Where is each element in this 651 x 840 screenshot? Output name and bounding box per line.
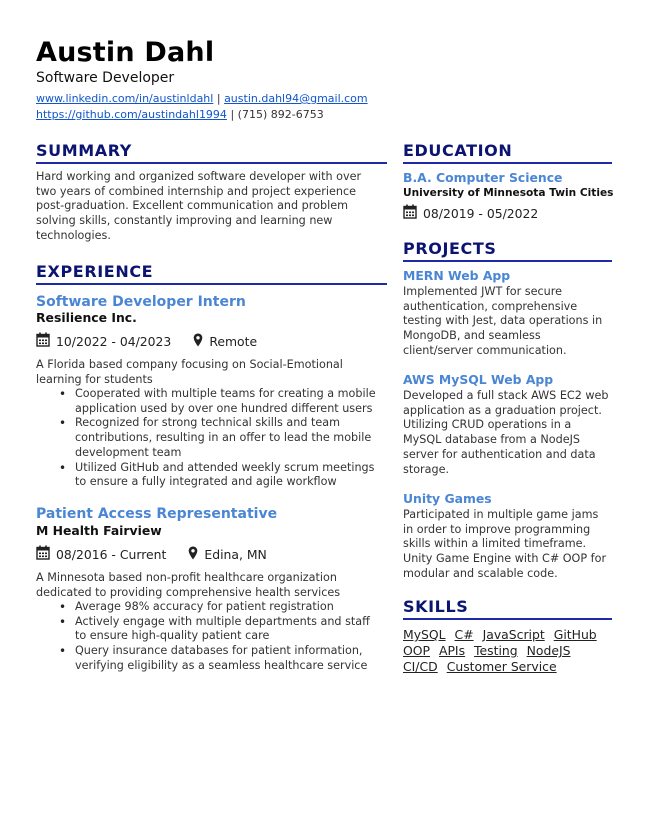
job-title: Patient Access Representative: [36, 506, 278, 522]
summary-heading: SUMMARY: [36, 141, 387, 164]
project-title: Unity Games: [403, 491, 492, 506]
bullet-line: verifying eligibility as a seamless healthcare service: [75, 658, 368, 672]
skill-tag: C#: [454, 627, 474, 642]
project-line: Utilizing CRUD operations in a: [403, 418, 572, 432]
skill-tag: NodeJS: [526, 643, 571, 658]
bullet-line: to ensure high-quality patient care: [75, 629, 270, 643]
education-heading: EDUCATION: [403, 141, 612, 164]
skills-row: [403, 659, 566, 675]
contact-separator: |: [216, 92, 221, 105]
skill-tag: GitHub: [553, 627, 597, 642]
job-location: Remote: [209, 333, 258, 349]
bullet-item: [36, 615, 387, 644]
skill-tag: Customer Service: [446, 659, 557, 674]
edu-meta: [403, 204, 538, 223]
experience-heading: EXPERIENCE: [36, 262, 387, 285]
skill-tag: MySQL: [403, 627, 446, 642]
project-line: Implemented JWT for secure: [403, 285, 562, 298]
project-description: [403, 389, 609, 477]
bullet-line: contributions, resulting in an offer to lead the mobile: [75, 431, 372, 445]
summary-line: post-graduation. Excellent communication and problem: [36, 199, 348, 213]
summary-line: two years of combined internship and project experience: [36, 184, 356, 198]
skill-tag: Testing: [474, 643, 518, 658]
job-meta: [36, 332, 257, 351]
job-title: Software Developer Intern: [36, 294, 246, 310]
project-line: testing with Jest, data operations in: [403, 314, 603, 328]
project-title: AWS MySQL Web App: [403, 372, 554, 387]
phone-number: (715) 892-6753: [237, 108, 324, 121]
description-line: learning for students: [36, 372, 153, 386]
candidate-name: Austin Dahl: [36, 37, 215, 68]
summary-line: solving skills, constantly improving and learning new: [36, 214, 333, 228]
skill-tag: OOP: [403, 643, 430, 658]
projects-heading: PROJECTS: [403, 239, 612, 262]
bullet-line: • Cooperated with multiple teams for creating a mobile: [75, 387, 376, 400]
summary-line: Hard working and organized software developer with over: [36, 170, 362, 183]
job-location: Edina, MN: [204, 546, 267, 562]
edu-dates: 08/2019 - 05/2022: [423, 205, 539, 221]
bullet-line: to ensure a fully integrated and agile workflow: [75, 475, 337, 489]
bullet-item: [36, 644, 387, 673]
project-line: application as a graduation project.: [403, 403, 602, 417]
project-line: storage.: [403, 462, 450, 476]
project-description: [403, 285, 602, 359]
project-line: skills within a limited timeframe.: [403, 537, 587, 551]
project-line: Unity Game Engine with C# OOP for: [403, 552, 607, 566]
map-pin-icon: [193, 333, 203, 351]
bullet-item: [36, 600, 387, 615]
project-description: [403, 508, 606, 582]
description-line: A Florida based company focusing on Social-Emotional: [36, 358, 343, 371]
skill-tag: CI/CD: [403, 659, 438, 674]
linkedin-link[interactable]: www.linkedin.com/in/austinldahl: [36, 92, 214, 105]
contact-separator: |: [230, 108, 235, 121]
project-title: MERN Web App: [403, 268, 511, 283]
project-line: Developed a full stack AWS EC2 web: [403, 389, 609, 402]
project-line: authentication, comprehensive: [403, 299, 578, 313]
calendar-icon: [36, 545, 50, 564]
description-line: A Minnesota based non-profit healthcare organization: [36, 571, 337, 584]
contact-line-1: [36, 92, 368, 106]
edu-school: University of Minnesota Twin Cities: [403, 187, 614, 199]
project-line: in order to improve programming: [403, 522, 591, 536]
bullet-item: [36, 387, 387, 416]
job-dates: 08/2016 - Current: [56, 546, 167, 562]
project-line: server for authentication and data: [403, 447, 596, 461]
calendar-icon: [403, 204, 417, 223]
job-description: [36, 571, 340, 600]
skills-row: [403, 643, 579, 659]
skills-row: [403, 627, 606, 643]
project-line: modular and scalable code.: [403, 566, 558, 580]
project-line: client/server communication.: [403, 343, 567, 357]
description-line: dedicated to providing comprehensive health services: [36, 585, 341, 599]
bullet-line: development team: [75, 445, 182, 459]
project-line: Participated in multiple game jams: [403, 508, 599, 521]
bullet-line: application used by over one hundred different users: [75, 401, 373, 415]
edu-degree: B.A. Computer Science: [403, 170, 563, 185]
job-bullets: [36, 600, 387, 674]
email-link[interactable]: austin.dahl94@gmail.com: [224, 92, 368, 105]
project-line: MongoDB, and seamless: [403, 329, 541, 343]
bullet-item: [36, 461, 387, 490]
job-description: [36, 358, 343, 387]
skill-tag: APIs: [438, 643, 466, 658]
summary-text: [36, 170, 361, 244]
job-company: Resilience Inc.: [36, 310, 137, 325]
bullet-item: [36, 416, 387, 460]
bullet-line: • Query insurance databases for patient information,: [75, 644, 363, 658]
job-meta: [36, 545, 267, 564]
job-bullets: [36, 387, 387, 490]
map-pin-icon: [188, 546, 198, 564]
bullet-line: • Actively engage with multiple departments and staff: [75, 614, 370, 628]
project-line: MySQL database from a NodeJS: [403, 433, 580, 447]
github-link[interactable]: https://github.com/austindahl1994: [36, 108, 227, 121]
bullet-line: • Utilized GitHub and attended weekly scrum meetings: [75, 460, 375, 474]
candidate-role: Software Developer: [36, 70, 175, 86]
skills-heading: SKILLS: [403, 597, 612, 620]
job-dates: 10/2022 - 04/2023: [56, 333, 172, 349]
skill-tag: JavaScript: [482, 627, 545, 642]
calendar-icon: [36, 332, 50, 351]
bullet-line: • Average 98% accuracy for patient registration: [75, 600, 334, 613]
contact-line-2: [36, 108, 324, 122]
summary-line: technologies.: [36, 228, 111, 242]
bullet-line: • Recognized for strong technical skills and team: [75, 416, 340, 430]
job-company: M Health Fairview: [36, 523, 162, 538]
